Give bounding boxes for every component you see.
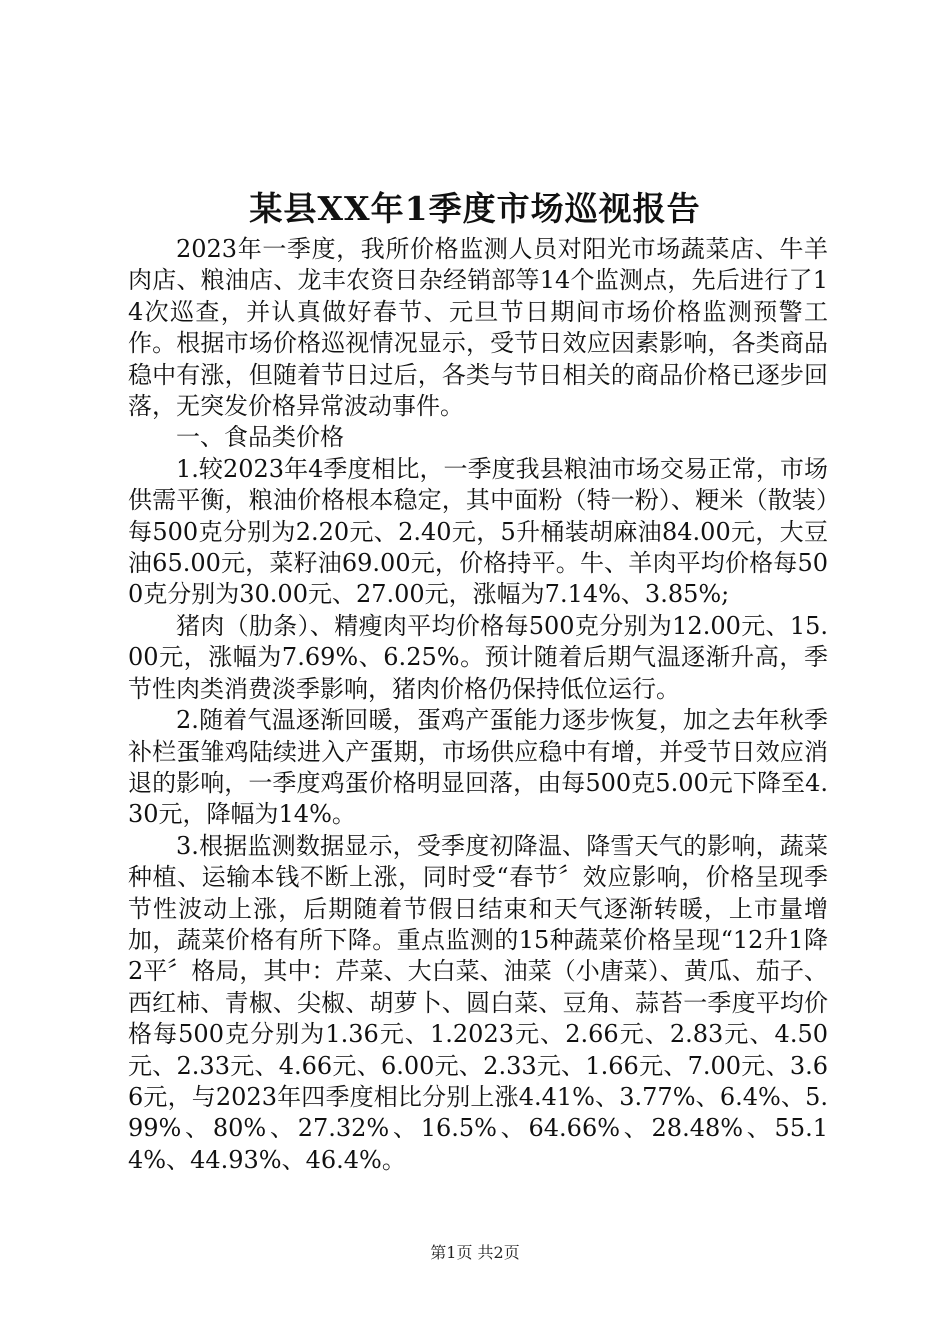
- paragraph-intro: 2023年一季度，我所价格监测人员对阳光市场蔬菜店、牛羊肉店、粮油店、龙丰农资日杂经销部等14个监测点，先后进行了14次巡查，并认真做好春节、元旦节日期间市场价格监测预警工作。根据市场价格巡视情况显示，受节日效应因素影响，各类商品稳中有涨，但随着节日过后，各类与节日相关的商品价格已逐步回落，无突发价格异常波动事件。: [128, 235, 828, 421]
- paragraph-eggs: 2.随着气温逐渐回暖，蛋鸡产蛋能力逐步恢复，加之去年秋季补栏蛋雏鸡陆续进入产蛋期，市场供应稳中有增，并受节日效应消退的影响，一季度鸡蛋价格明显回落，由每500克5.00元下降至4.30元，降幅为14%。: [128, 706, 828, 829]
- paragraph-pork: 猪肉（肋条）、精瘦肉平均价格每500克分别为12.00元、15.00元，涨幅为7.69%、6.25%。预计随着后期气温逐渐升高，季节性肉类消费淡季影响，猪肉价格仍保持低位运行。: [128, 611, 828, 703]
- page-footer: 第1页 共2页: [430, 1243, 520, 1262]
- paragraph-vegetables: 3.根据监测数据显示，受季度初降温、降雪天气的影响，蔬菜种植、运输本钱不断上涨，同时受“春节〞效应影响，价格呈现季节性波动上涨，后期随着节假日结束和天气逐渐转暖，上市量增加，蔬菜价格有所下降。重点监测的15种蔬菜价格呈现“12升1降2平〞格局，其中：芹菜、大白菜、油菜（小唐菜）、黄瓜、茄子、西红柿、青椒、尖椒、胡萝卜、圆白菜、豆角、蒜苔一季度平均价格每500克分别为1.36元、1.2023元、2.66元、2.83元、4.50元、2.33元、4.66元、6.00元、2.33元、1.66元、7.00元、3.66元，与2023年四季度相比分别上涨4.41%、3.77%、6.4%、5.99%、80%、27.32%、16.5%、64.66%、28.48%、55.14%、44.93%、46.4%。: [128, 831, 828, 1174]
- document-body: [128, 234, 828, 1176]
- document-title: 某县XX年1季度市场巡视报告: [249, 189, 701, 228]
- paragraph-grain-oil-meat: 1.较2023年4季度相比，一季度我县粮油市场交易正常，市场供需平衡，粮油价格根本稳定，其中面粉（特一粉）、粳米（散装）每500克分别为2.20元、2.40元，5升桶装胡麻油84.00元，大豆油65.00元，菜籽油69.00元，价格持平。牛、羊肉平均价格每500克分别为30.00元、27.00元，涨幅为7.14%、3.85%;: [128, 454, 828, 609]
- section-heading-food-prices: 一、食品类价格: [176, 423, 344, 452]
